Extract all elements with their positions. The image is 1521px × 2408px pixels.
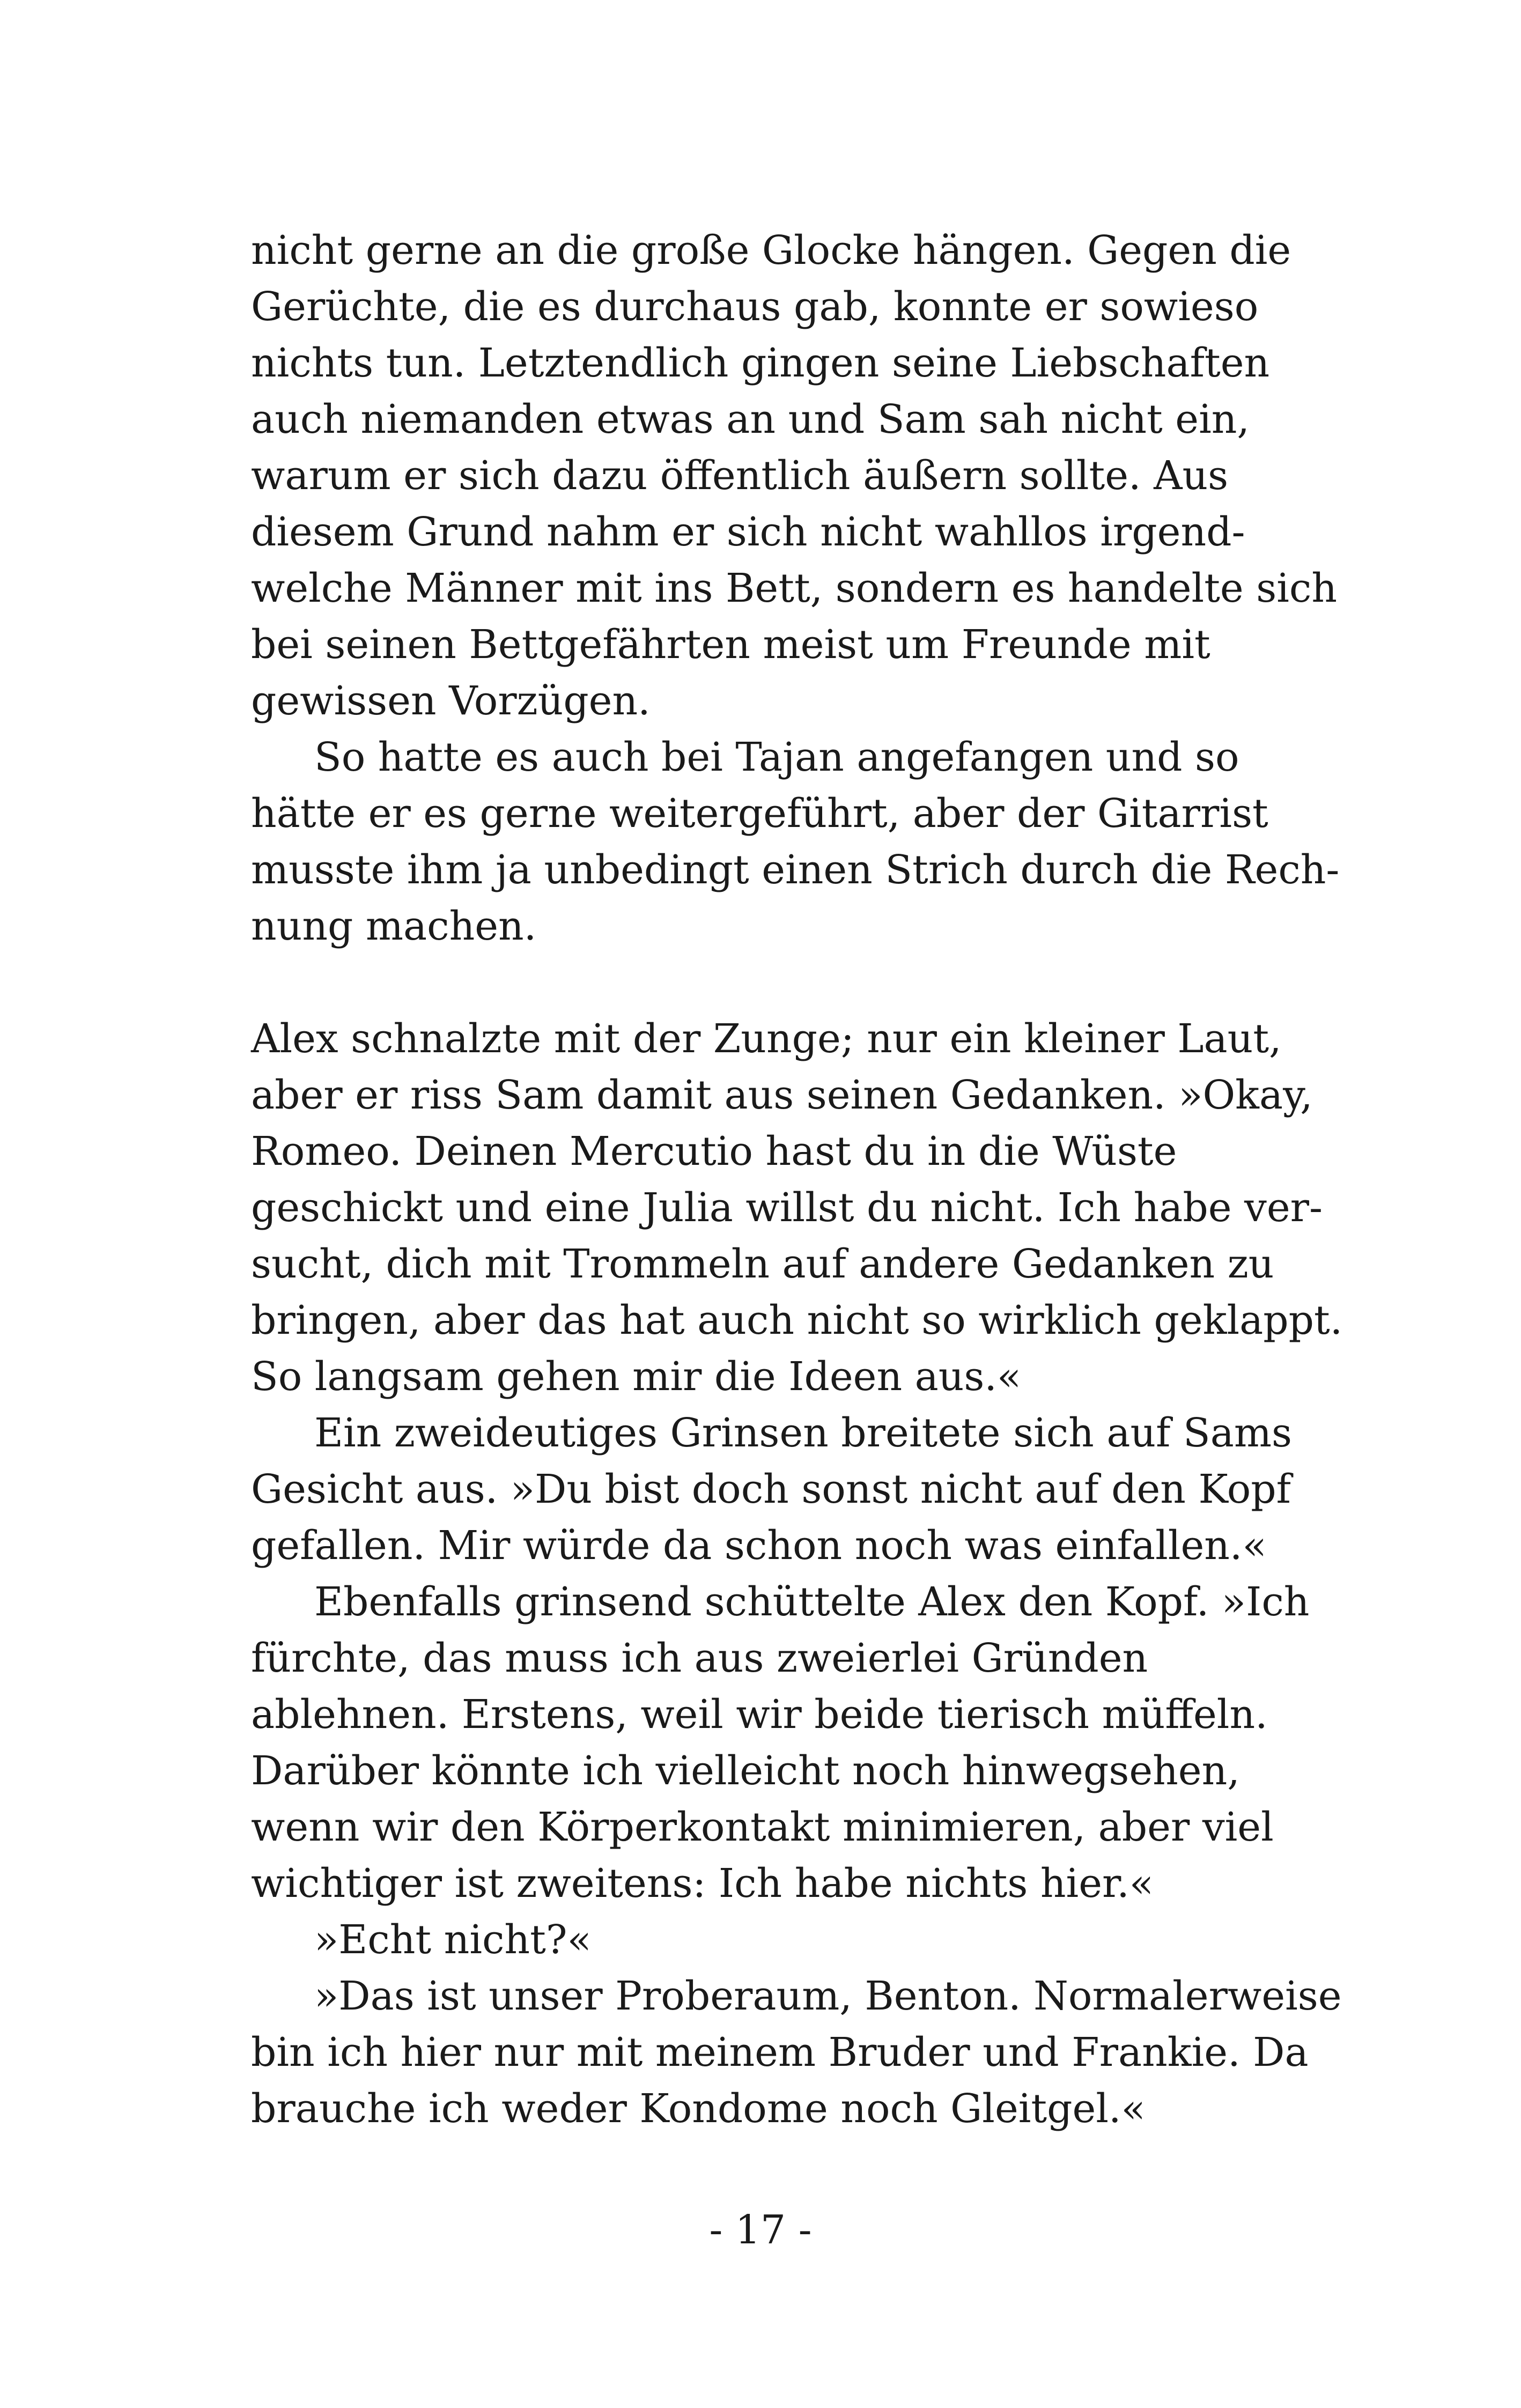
text-line: wichtiger ist zweitens: Ich habe nichts hier.« (251, 1860, 1154, 1907)
text-line: So hatte es auch bei Tajan angefangen und so (314, 734, 1239, 780)
text-line: wenn wir den Körperkontakt minimieren, aber viel (251, 1804, 1274, 1850)
body-text (251, 223, 1343, 2137)
text-line: gewissen Vorzügen. (251, 678, 651, 724)
text-line: nung machen. (251, 903, 537, 949)
text-line: nicht gerne an die große Glocke hängen. Gegen die (251, 227, 1291, 274)
page-number: - 17 - (709, 2207, 812, 2253)
text-line: Darüber könnte ich vielleicht noch hinwegsehen, (251, 1748, 1240, 1794)
text-line: gefallen. Mir würde da schon noch was einfallen.« (251, 1523, 1267, 1569)
text-line: So langsam gehen mir die Ideen aus.« (251, 1354, 1022, 1400)
text-line: Ebenfalls grinsend schüttelte Alex den Kopf. »Ich (314, 1579, 1310, 1625)
text-line: welche Männer mit ins Bett, sondern es handelte sich (251, 565, 1337, 611)
text-line: nichts tun. Letztendlich gingen seine Liebschaften (251, 340, 1270, 386)
text-line: Ein zweideutiges Grinsen breitete sich auf Sams (314, 1410, 1293, 1456)
text-line: brauche ich weder Kondome noch Gleitgel.« (251, 2086, 1146, 2132)
text-line: diesem Grund nahm er sich nicht wahllos irgend- (251, 509, 1245, 555)
text-line: fürchte, das muss ich aus zweierlei Gründen (251, 1635, 1148, 1681)
text-line: auch niemanden etwas an und Sam sah nicht ein, (251, 396, 1250, 442)
text-line: Gerüchte, die es durchaus gab, konnte er sowieso (251, 284, 1259, 330)
scene-break (251, 955, 1324, 1011)
text-line: Gesicht aus. »Du bist doch sonst nicht auf den Kopf (251, 1466, 1291, 1512)
text-line: hätte er es gerne weitergeführt, aber der Gitarrist (251, 791, 1268, 837)
text-line: geschickt und eine Julia willst du nicht. Ich habe ver- (251, 1185, 1323, 1231)
text-line: »Echt nicht?« (314, 1917, 592, 1963)
text-line: Romeo. Deinen Mercutio hast du in die Wüste (251, 1128, 1177, 1175)
text-line: ablehnen. Erstens, weil wir beide tierisch müffeln. (251, 1691, 1268, 1738)
text-line: »Das ist unser Proberaum, Benton. Normalerweise (314, 1973, 1342, 2019)
text-line: Alex schnalzte mit der Zunge; nur ein kleiner Laut, (251, 1016, 1282, 1062)
text-line: sucht, dich mit Trommeln auf andere Gedanken zu (251, 1241, 1274, 1287)
text-line: bei seinen Bettgefährten meist um Freunde mit (251, 622, 1210, 668)
text-line: bin ich hier nur mit meinem Bruder und Frankie. Da (251, 2029, 1309, 2075)
text-line: warum er sich dazu öffentlich äußern sollte. Aus (251, 453, 1229, 499)
text-line: aber er riss Sam damit aus seinen Gedanken. »Okay, (251, 1072, 1313, 1118)
text-line: bringen, aber das hat auch nicht so wirklich geklappt. (251, 1297, 1343, 1343)
text-line: musste ihm ja unbedingt einen Strich durch die Rech- (251, 847, 1340, 893)
